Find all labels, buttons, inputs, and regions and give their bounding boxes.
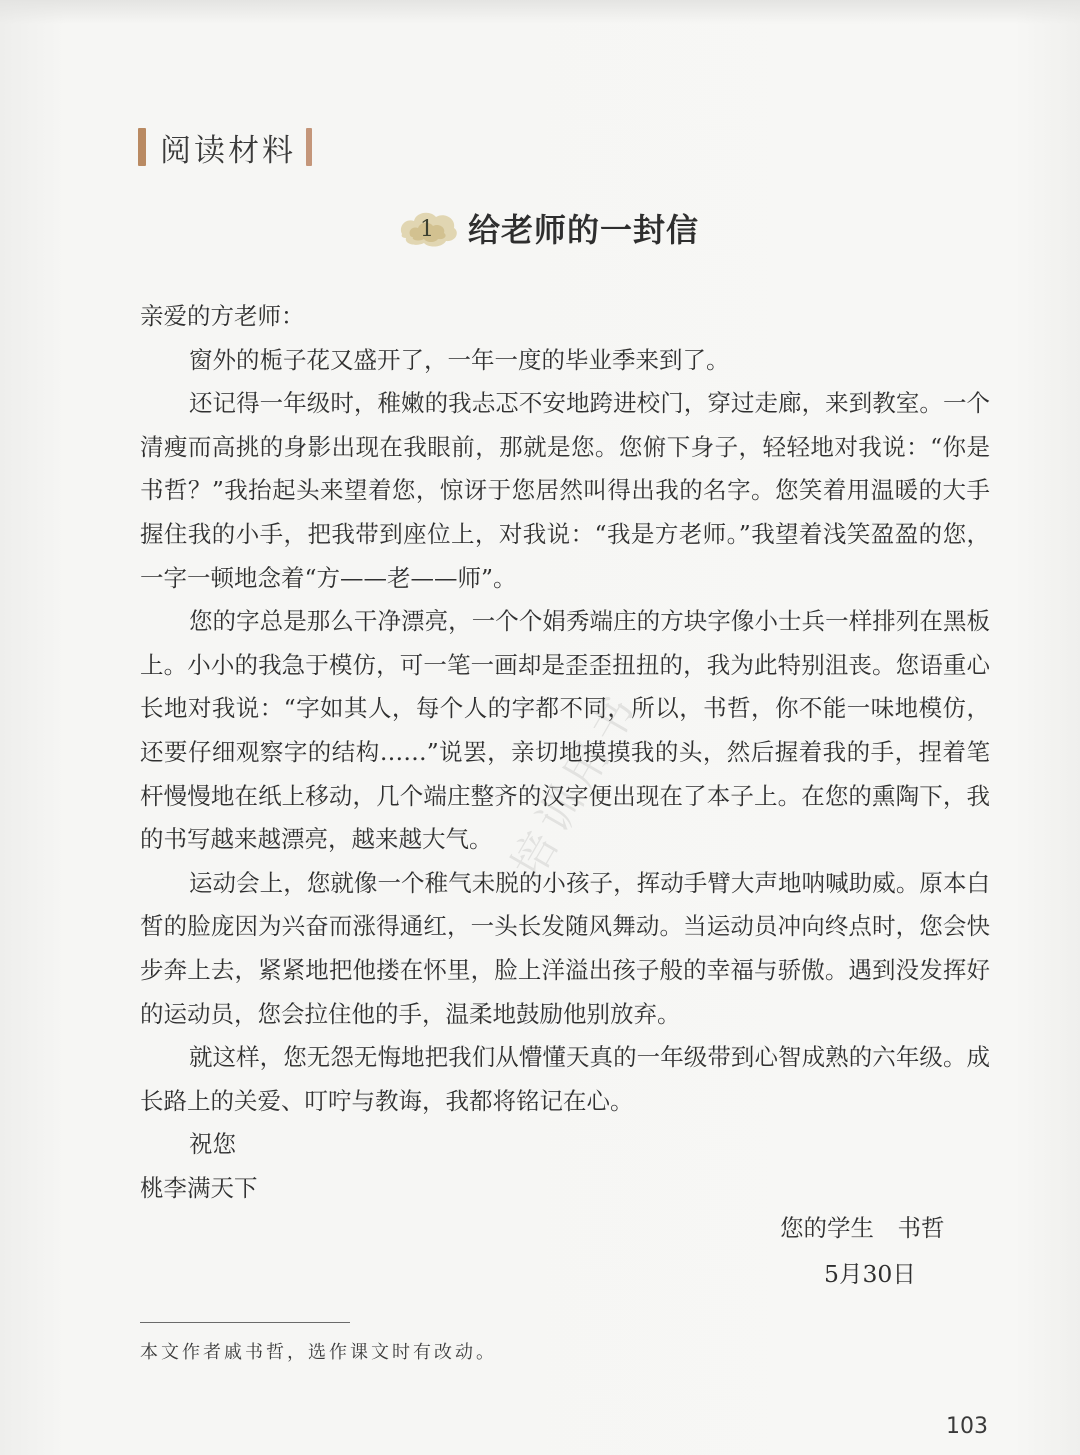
letter-paragraph: 就这样，您无怨无悔地把我们从懵懂天真的一年级带到心智成熟的六年级。成长路上的关爱、叮咛与教诲，我都将铭记在心。 <box>140 1043 990 1115</box>
letter-signature: 您的学生 书哲 <box>780 1214 945 1242</box>
letter-signature-block <box>780 1205 945 1297</box>
letter-body <box>140 295 990 1210</box>
section-bar-left <box>138 128 146 166</box>
lesson-badge <box>396 204 462 252</box>
letter-closing-wish: 祝您 <box>189 1130 236 1159</box>
page-top-shadow <box>0 0 1080 24</box>
lesson-title: 给老师的一封信 <box>468 211 700 249</box>
letter-paragraph: 窗外的栀子花又盛开了，一年一度的毕业季来到了。 <box>189 345 730 374</box>
section-title: 阅读材料 <box>160 132 296 169</box>
letter-closing-blessing: 桃李满天下 <box>140 1173 258 1202</box>
letter-paragraph: 您的字总是那么干净漂亮，一个个娟秀端庄的方块字像小士兵一样排列在黑板上。小小的我急于模仿，可一笔一画却是歪歪扭扭的，我为此特别沮丧。您语重心长地对我说：“字如其人，每个人的字都不同，所以，书哲，你不能一味地模仿，还要仔细观察字的结构……”说罢，亲切地摸摸我的头，然后握着我的手，捏着笔杆慢慢地在纸上移动，几个端庄整齐的汉字便出现在了本子上。在您的熏陶下，我的书写越来越漂亮，越来越大气。 <box>140 607 990 854</box>
footnote-divider <box>140 1322 350 1323</box>
page-number: 103 <box>946 1414 988 1439</box>
letter-salutation: 亲爱的方老师： <box>140 302 305 330</box>
watermark-text: 培训用书 <box>501 681 650 888</box>
footnote: 本文作者戚书哲，选作课文时有改动。 <box>140 1342 497 1363</box>
letter-date: 5月30日 <box>824 1260 916 1288</box>
section-header <box>138 124 312 170</box>
letter-paragraph: 运动会上，您就像一个稚气未脱的小孩子，挥动手臂大声地呐喊助威。原本白皙的脸庞因为兴奋而涨得通红，一头长发随风舞动。当运动员冲向终点时，您会快步奔上去，紧紧地把他搂在怀里，脸上洋溢出孩子般的幸福与骄傲。遇到没发挥好的运动员，您会拉住他的手，温柔地鼓励他别放弃。 <box>140 868 990 1028</box>
lesson-number: 1 <box>420 216 434 242</box>
letter-paragraph: 还记得一年级时，稚嫩的我忐忑不安地跨进校门，穿过走廊，来到教室。一个清瘦而高挑的身影出现在我眼前，那就是您。您俯下身子，轻轻地对我说：“你是书哲？”我抬起头来望着您，惊讶于您居然叫得出我的名字。您笑着用温暖的大手握住我的小手，把我带到座位上，对我说：“我是方老师。”我望着浅笑盈盈的您，一字一顿地念着“方——老——师”。 <box>140 389 990 592</box>
section-bar-right <box>306 128 312 166</box>
lesson-title-row <box>396 200 699 256</box>
